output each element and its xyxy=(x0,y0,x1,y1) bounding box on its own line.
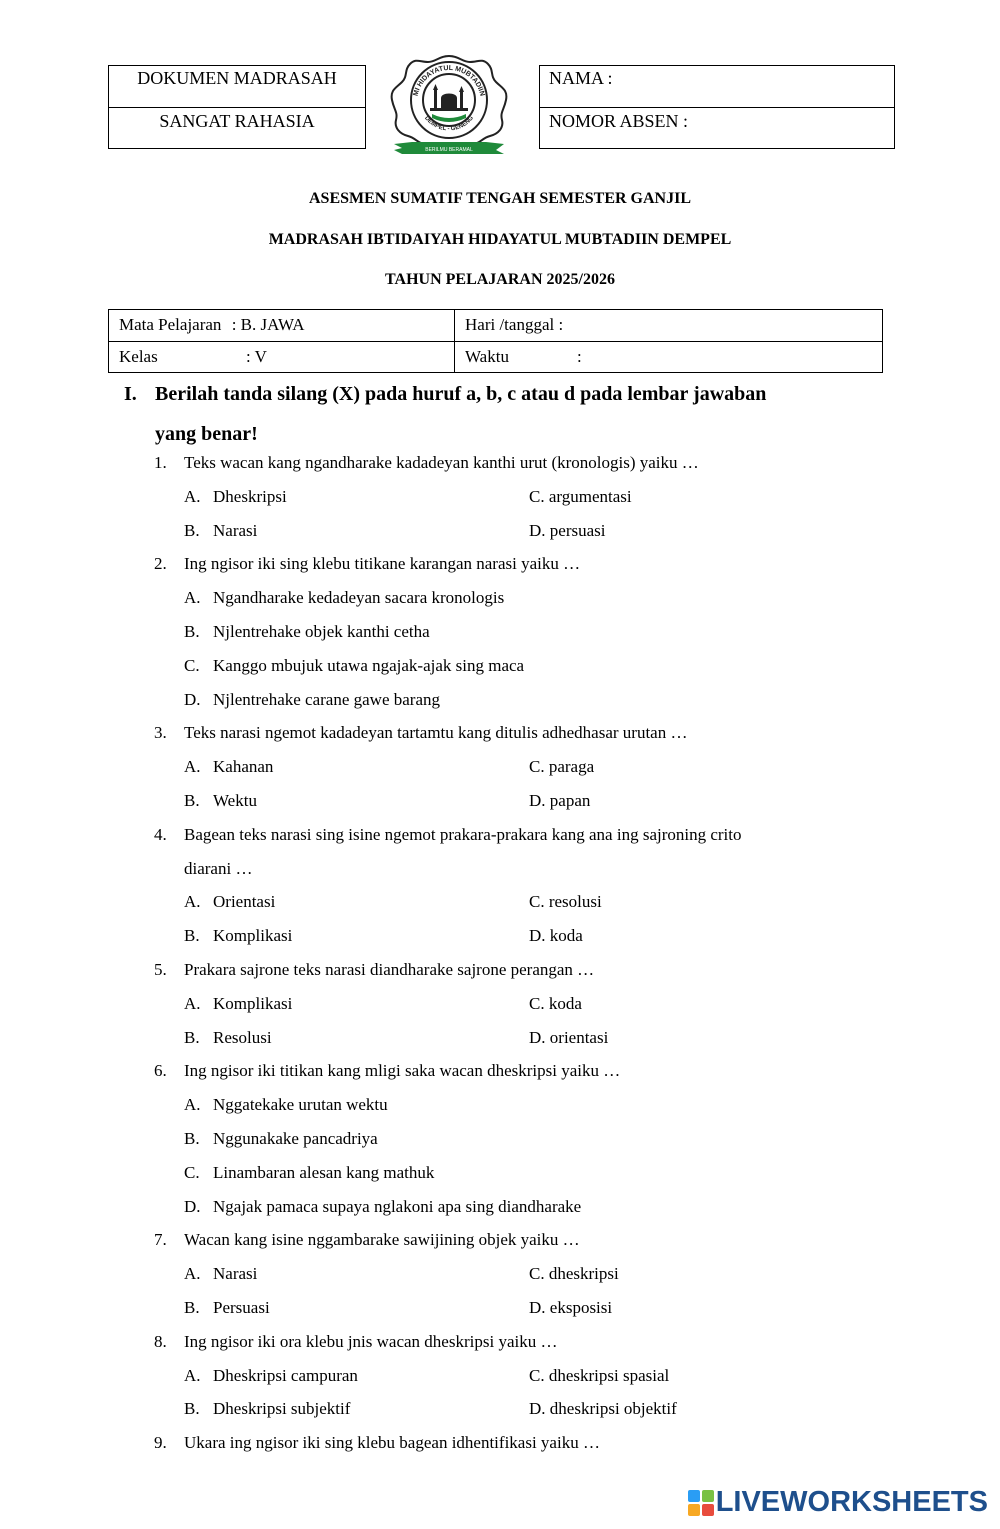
answer-option[interactable] xyxy=(184,581,504,615)
answer-option[interactable] xyxy=(184,885,275,919)
question-number: 9. xyxy=(154,1433,167,1453)
answer-option[interactable] xyxy=(529,1021,608,1055)
question-item xyxy=(0,1325,1000,1426)
question-item xyxy=(0,1223,1000,1324)
answer-option[interactable] xyxy=(529,919,583,953)
option-letter: D. xyxy=(529,790,546,810)
option-text: Dheskripsi campuran xyxy=(213,1365,358,1385)
option-row xyxy=(0,649,1000,683)
question-line xyxy=(0,852,1000,886)
option-letter: D. xyxy=(529,520,546,540)
time-label: Waktu xyxy=(465,347,509,366)
info-row-subject xyxy=(109,310,882,341)
option-letter: D. xyxy=(529,926,546,946)
answer-option[interactable] xyxy=(529,784,590,818)
option-text: Kanggo mbujuk utawa ngajak-ajak sing maca xyxy=(213,655,525,675)
question-text: Ing ngisor iki ora klebu jnis wacan dheskripsi yaiku … xyxy=(184,1331,558,1351)
option-text: Linambaran alesan kang mathuk xyxy=(213,1162,435,1182)
option-letter: C. xyxy=(529,757,545,777)
answer-option[interactable] xyxy=(184,683,440,717)
date-label: Hari /tanggal : xyxy=(465,315,564,334)
answer-option[interactable] xyxy=(184,987,292,1021)
confidential-label: SANGAT RAHASIA xyxy=(109,107,365,148)
option-text: Njlentrehake objek kanthi cetha xyxy=(213,621,430,641)
absence-number-label: NOMOR ABSEN : xyxy=(540,107,894,148)
option-letter: A. xyxy=(184,993,201,1013)
option-letter: C. xyxy=(529,1365,545,1385)
question-number: 8. xyxy=(154,1331,167,1351)
section-number: I. xyxy=(124,383,137,405)
option-text: paraga xyxy=(548,757,595,777)
answer-option[interactable] xyxy=(184,919,292,953)
answer-option[interactable] xyxy=(184,615,430,649)
question-number: 1. xyxy=(154,453,167,472)
class-cell xyxy=(109,342,455,372)
time-value: : xyxy=(577,347,582,366)
watermark-text: LIVEWORKSHEETS xyxy=(715,1486,988,1518)
answer-option[interactable] xyxy=(529,480,632,514)
question-item xyxy=(0,818,1000,953)
option-row xyxy=(0,1156,1000,1190)
school-emblem-icon xyxy=(384,52,514,156)
question-line xyxy=(0,818,1000,852)
option-text: Narasi xyxy=(213,1264,258,1284)
option-row xyxy=(0,987,1000,1021)
answer-option[interactable] xyxy=(529,1257,619,1291)
question-line xyxy=(0,716,1000,750)
question-line xyxy=(0,1054,1000,1088)
option-letter: D. xyxy=(529,1027,546,1047)
answer-option[interactable] xyxy=(184,1257,257,1291)
academic-year-title: TAHUN PELAJARAN 2025/2026 xyxy=(385,271,615,288)
exam-info-table xyxy=(108,309,883,373)
question-text: Ukara ing ngisor iki sing klebu bagean idhentifikasi yaiku … xyxy=(184,1433,600,1453)
subject-value: : B. JAWA xyxy=(231,315,305,334)
answer-option[interactable] xyxy=(184,480,287,514)
answer-option[interactable] xyxy=(184,1156,434,1190)
question-text: Ing ngisor iki titikan kang mligi saka wacan dheskripsi yaiku … xyxy=(184,1061,621,1081)
option-text: papan xyxy=(549,790,591,810)
option-letter: C. xyxy=(529,486,545,506)
question-text: diarani … xyxy=(184,858,253,878)
option-letter: A. xyxy=(184,1095,201,1115)
option-row xyxy=(0,885,1000,919)
time-cell xyxy=(455,342,882,372)
option-row xyxy=(0,1122,1000,1156)
option-text: Nggatekake urutan wektu xyxy=(213,1095,388,1115)
emblem-ring-text: MI HIDAYATUL MUBTADIIN xyxy=(412,64,486,97)
option-row xyxy=(0,1088,1000,1122)
option-row xyxy=(0,1257,1000,1291)
liveworksheets-watermark xyxy=(688,1486,988,1519)
subject-label: Mata Pelajaran xyxy=(119,315,222,334)
option-text: argumentasi xyxy=(548,486,632,506)
option-letter: C. xyxy=(529,1264,545,1284)
option-text: Persuasi xyxy=(213,1297,270,1317)
name-field-label: NAMA : xyxy=(549,68,613,88)
option-text: dheskripsi spasial xyxy=(548,1365,670,1385)
option-text: dheskripsi objektif xyxy=(549,1399,677,1419)
answer-option[interactable] xyxy=(529,987,582,1021)
option-letter: A. xyxy=(184,486,201,506)
question-line xyxy=(0,1223,1000,1257)
option-text: Njlentrehake carane gawe barang xyxy=(213,689,441,709)
liveworksheets-logo-icon xyxy=(688,1490,714,1516)
option-letter: B. xyxy=(184,926,200,946)
answer-option[interactable] xyxy=(529,750,594,784)
answer-option[interactable] xyxy=(529,885,602,919)
question-text: Bagean teks narasi sing isine ngemot prakara-prakara kang ana ing sajroning crito xyxy=(184,824,742,844)
question-list xyxy=(0,446,1000,1460)
option-text: eksposisi xyxy=(549,1297,613,1317)
option-row xyxy=(0,1291,1000,1325)
question-number: 4. xyxy=(154,824,167,844)
option-text: koda xyxy=(548,993,582,1013)
school-name-title: MADRASAH IBTIDAIYAH HIDAYATUL MUBTADIIN DEMPEL xyxy=(268,231,732,248)
section-text-line-1: Berilah tanda silang (X) pada huruf a, b, c atau d pada lembar jawaban xyxy=(155,383,767,405)
question-item xyxy=(0,446,1000,547)
exam-title: ASESMEN SUMATIF TENGAH SEMESTER GANJIL xyxy=(309,190,691,207)
question-text: Teks narasi ngemot kadadeyan tartamtu kang ditulis adhedhasar urutan … xyxy=(184,723,688,743)
option-text: Narasi xyxy=(213,520,258,540)
option-letter: C. xyxy=(184,655,200,675)
question-number: 7. xyxy=(154,1230,167,1250)
option-text: dheskripsi xyxy=(548,1264,619,1284)
option-text: Orientasi xyxy=(213,892,276,912)
question-number: 6. xyxy=(154,1061,167,1081)
option-letter: B. xyxy=(184,520,200,540)
answer-option[interactable] xyxy=(184,750,273,784)
option-row xyxy=(0,1359,1000,1393)
answer-option[interactable] xyxy=(184,1122,378,1156)
answer-option[interactable] xyxy=(529,1392,677,1426)
option-text: Resolusi xyxy=(213,1027,272,1047)
question-line xyxy=(0,953,1000,987)
class-value: : V xyxy=(246,347,267,366)
option-row xyxy=(0,784,1000,818)
question-number: 5. xyxy=(154,959,167,979)
date-cell xyxy=(455,310,882,341)
option-text: resolusi xyxy=(548,892,602,912)
option-letter: C. xyxy=(529,892,545,912)
question-number: 2. xyxy=(154,554,167,574)
option-text: Nggunakake pancadriya xyxy=(213,1128,378,1148)
section-text-line-2: yang benar! xyxy=(155,423,258,445)
student-identity-box xyxy=(539,65,895,149)
question-text: Teks wacan kang ngandharake kadadeyan kanthi urut (kronologis) yaiku … xyxy=(184,453,699,472)
option-letter: A. xyxy=(184,1264,201,1284)
option-text: Dheskripsi subjektif xyxy=(213,1399,351,1419)
question-item xyxy=(0,716,1000,817)
question-item xyxy=(0,1426,1000,1460)
section-text xyxy=(155,374,895,454)
answer-option[interactable] xyxy=(184,1088,388,1122)
option-letter: D. xyxy=(529,1297,546,1317)
option-text: koda xyxy=(549,926,583,946)
emblem-ribbon-text: BERILMU BERAMAL xyxy=(425,147,473,153)
option-letter: D. xyxy=(529,1399,546,1419)
option-text: orientasi xyxy=(549,1027,609,1047)
question-item xyxy=(0,547,1000,716)
option-letter: B. xyxy=(184,1128,200,1148)
question-line xyxy=(0,446,1000,480)
question-line xyxy=(0,1325,1000,1359)
option-letter: A. xyxy=(184,1365,201,1385)
option-letter: B. xyxy=(184,621,200,641)
question-item xyxy=(0,953,1000,1054)
question-item xyxy=(0,1054,1000,1223)
option-row xyxy=(0,919,1000,953)
option-row xyxy=(0,1392,1000,1426)
option-text: Komplikasi xyxy=(213,993,293,1013)
option-row xyxy=(0,581,1000,615)
answer-option[interactable] xyxy=(529,1291,612,1325)
subject-cell xyxy=(109,310,455,341)
question-number: 3. xyxy=(154,723,167,743)
emblem-bottom-text: DEMPEL - GENENG xyxy=(423,115,475,133)
option-text: Ngajak pamaca supaya nglakoni apa sing diandharake xyxy=(213,1196,582,1216)
answer-option[interactable] xyxy=(184,1359,358,1393)
option-row xyxy=(0,1021,1000,1055)
question-text: Ing ngisor iki sing klebu titikane karangan narasi yaiku … xyxy=(184,554,581,574)
option-letter: D. xyxy=(184,689,201,709)
document-type-label: DOKUMEN MADRASAH xyxy=(137,68,337,88)
option-text: Dheskripsi xyxy=(213,486,287,506)
answer-option[interactable] xyxy=(184,1291,270,1325)
answer-option[interactable] xyxy=(184,1021,272,1055)
option-letter: A. xyxy=(184,757,201,777)
option-letter: C. xyxy=(184,1162,200,1182)
option-row xyxy=(0,750,1000,784)
option-row xyxy=(0,480,1000,514)
option-letter: C. xyxy=(529,993,545,1013)
info-row-class xyxy=(109,341,882,372)
class-label: Kelas xyxy=(119,347,158,366)
option-text: Komplikasi xyxy=(213,926,293,946)
question-text: Prakara sajrone teks narasi diandharake sajrone perangan … xyxy=(184,959,595,979)
answer-option[interactable] xyxy=(529,514,606,548)
option-text: persuasi xyxy=(549,520,606,540)
option-row xyxy=(0,683,1000,717)
option-letter: B. xyxy=(184,1027,200,1047)
answer-option[interactable] xyxy=(184,514,257,548)
option-row xyxy=(0,514,1000,548)
option-letter: B. xyxy=(184,790,200,810)
answer-option[interactable] xyxy=(184,649,524,683)
option-letter: B. xyxy=(184,1399,200,1419)
answer-option[interactable] xyxy=(184,784,257,818)
document-label-box xyxy=(108,65,366,149)
question-line xyxy=(0,547,1000,581)
option-row xyxy=(0,1190,1000,1224)
answer-option[interactable] xyxy=(529,1359,669,1393)
option-row xyxy=(0,615,1000,649)
answer-option[interactable] xyxy=(184,1190,581,1224)
option-text: Wektu xyxy=(213,790,257,810)
option-letter: A. xyxy=(184,892,201,912)
option-letter: D. xyxy=(184,1196,201,1216)
answer-option[interactable] xyxy=(184,1392,350,1426)
question-text: Wacan kang isine nggambarake sawijining objek yaiku … xyxy=(184,1230,580,1250)
option-text: Ngandharake kedadeyan sacara kronologis xyxy=(213,588,505,608)
option-letter: B. xyxy=(184,1297,200,1317)
question-line xyxy=(0,1426,1000,1460)
option-text: Kahanan xyxy=(213,757,274,777)
option-letter: A. xyxy=(184,588,201,608)
